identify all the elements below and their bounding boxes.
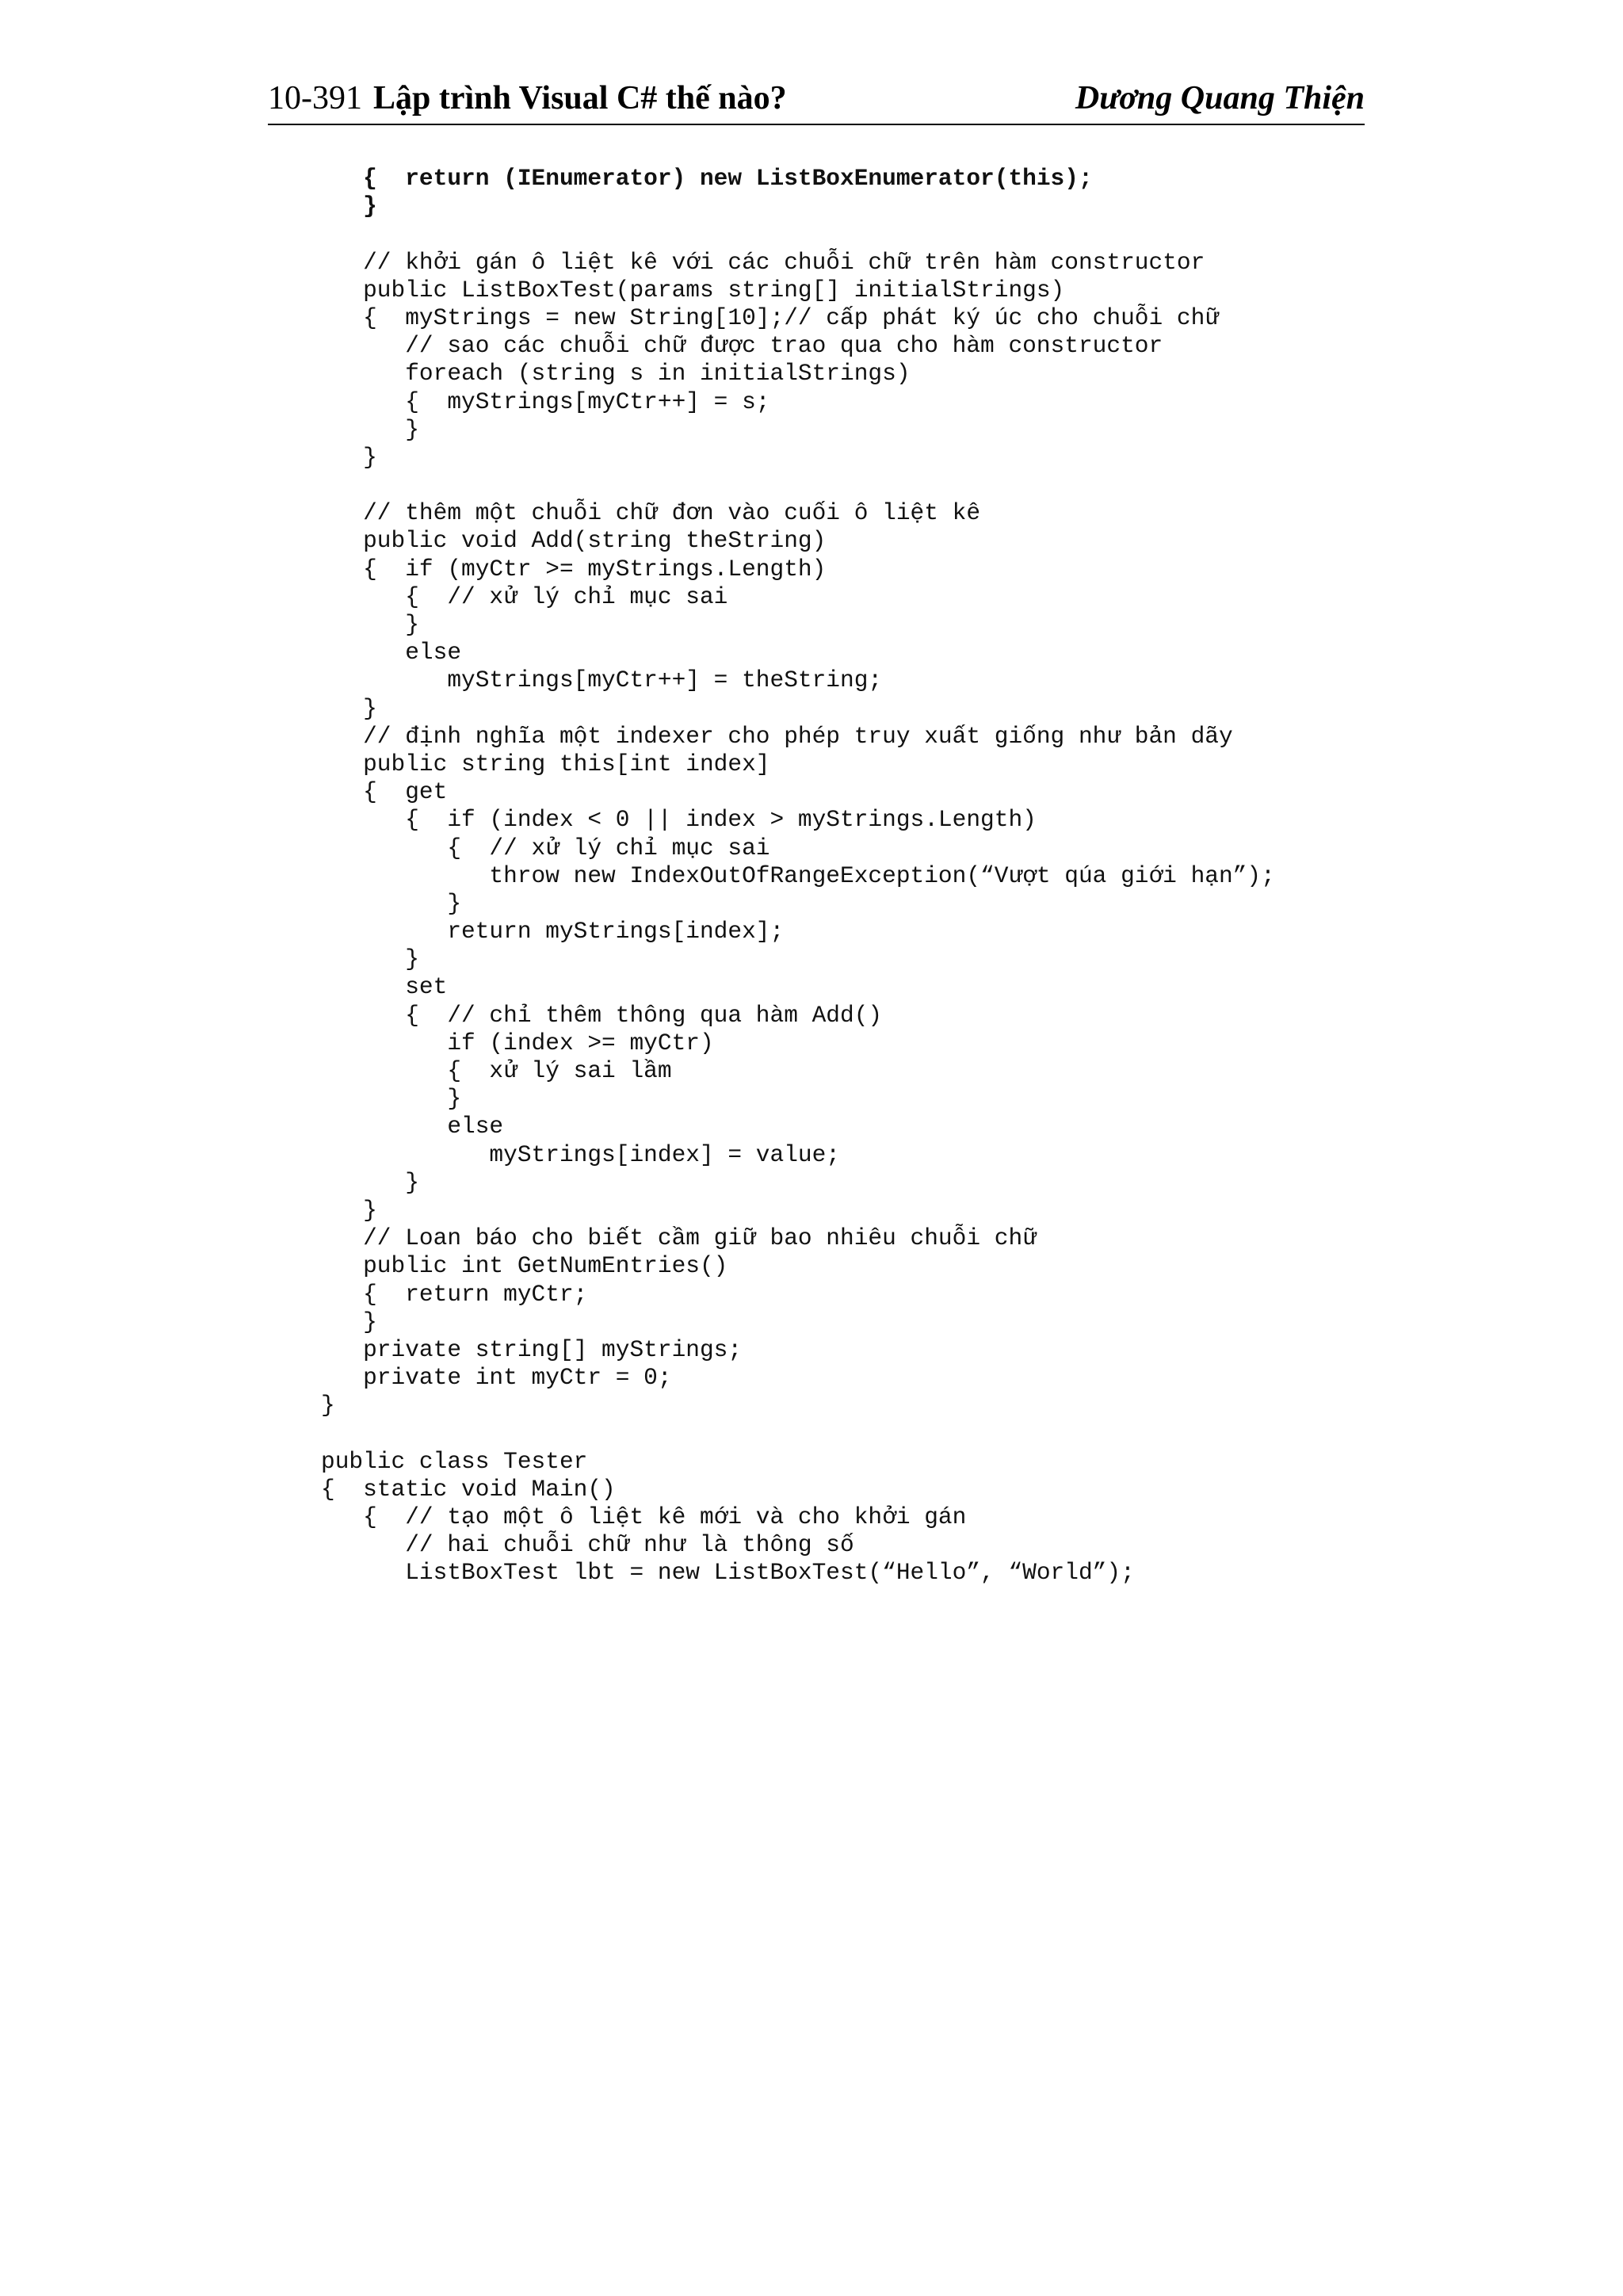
code-line: return myStrings[index];	[321, 918, 785, 946]
header-left	[268, 73, 787, 124]
code-line: }	[321, 415, 419, 443]
code-line: }	[321, 1196, 377, 1224]
author-name: Dương Quang Thiện	[1075, 80, 1365, 117]
code-line: // định nghĩa một indexer cho phép truy xuất giống như bản dãy	[321, 722, 1233, 750]
code-line: public int GetNumEntries()	[321, 1252, 728, 1280]
code-line: { return myCtr;	[321, 1280, 588, 1308]
header-rule	[268, 124, 1365, 125]
code-line: }	[321, 193, 377, 220]
code-line: // thêm một chuỗi chữ đơn vào cuối ô liệt kê	[321, 499, 981, 527]
code-line	[321, 472, 1351, 499]
code-line: }	[321, 946, 419, 973]
code-line: private string[] myStrings;	[321, 1335, 743, 1363]
code-line: // hai chuỗi chữ như là thông số	[321, 1531, 854, 1559]
code-line: { if (index < 0 || index > myStrings.Length)	[321, 806, 1037, 834]
code-line: // sao các chuỗi chữ được trao qua cho hàm constructor	[321, 332, 1163, 360]
code-line: }	[321, 889, 462, 917]
code-line: { xử lý sai lầm	[321, 1057, 672, 1084]
code-line: { // chỉ thêm thông qua hàm Add()	[321, 1001, 883, 1029]
code-line: throw new IndexOutOfRangeException(“Vượt qúa giới hạn”);	[321, 861, 1275, 889]
code-line: { get	[321, 778, 448, 806]
code-line: public ListBoxTest(params string[] initialStrings)	[321, 276, 1065, 304]
code-line: }	[321, 694, 377, 722]
code-line: }	[321, 1085, 462, 1113]
code-line: set	[321, 973, 448, 1001]
code-line	[321, 220, 1351, 248]
code-line: // Loan báo cho biết cầm giữ bao nhiêu chuỗi chữ	[321, 1224, 1037, 1252]
code-line: }	[321, 1308, 377, 1335]
code-line: if (index >= myCtr)	[321, 1029, 714, 1056]
code-line: }	[321, 1168, 419, 1196]
code-line: public class Tester	[321, 1447, 588, 1475]
code-line: }	[321, 443, 377, 471]
code-line: private int myCtr = 0;	[321, 1364, 672, 1392]
code-line: { if (myCtr >= myStrings.Length)	[321, 555, 827, 583]
code-line: { myStrings[myCtr++] = s;	[321, 388, 770, 415]
code-line: }	[321, 611, 419, 638]
code-listing	[321, 165, 1351, 1587]
code-line: public void Add(string theString)	[321, 527, 827, 555]
page-header	[268, 73, 1365, 124]
code-line: myStrings[myCtr++] = theString;	[321, 667, 883, 694]
code-line: foreach (string s in initialStrings)	[321, 360, 911, 388]
code-line: { // xử lý chỉ mục sai	[321, 834, 770, 861]
code-line: public string this[int index]	[321, 750, 770, 777]
page-number: 10-391	[268, 80, 362, 117]
code-line: { // tạo một ô liệt kê mới và cho khởi gán	[321, 1503, 967, 1530]
code-line: }	[321, 1392, 335, 1419]
code-line: { myStrings = new String[10];// cấp phát ký úc cho chuỗi chữ	[321, 304, 1219, 331]
code-line: myStrings[index] = value;	[321, 1140, 841, 1168]
code-line: ListBoxTest lbt = new ListBoxTest(“Hello”, “World”);	[321, 1559, 1135, 1587]
book-title: Lập trình Visual C# thế nào?	[373, 80, 787, 117]
code-line: { static void Main()	[321, 1475, 616, 1503]
code-line	[321, 1419, 1351, 1447]
code-line: { return (IEnumerator) new ListBoxEnumerator(this);	[321, 165, 1093, 192]
code-line: else	[321, 1113, 504, 1140]
code-line: { // xử lý chỉ mục sai	[321, 583, 728, 610]
code-line: // khởi gán ô liệt kê với các chuỗi chữ trên hàm constructor	[321, 248, 1205, 276]
code-line: else	[321, 639, 462, 667]
